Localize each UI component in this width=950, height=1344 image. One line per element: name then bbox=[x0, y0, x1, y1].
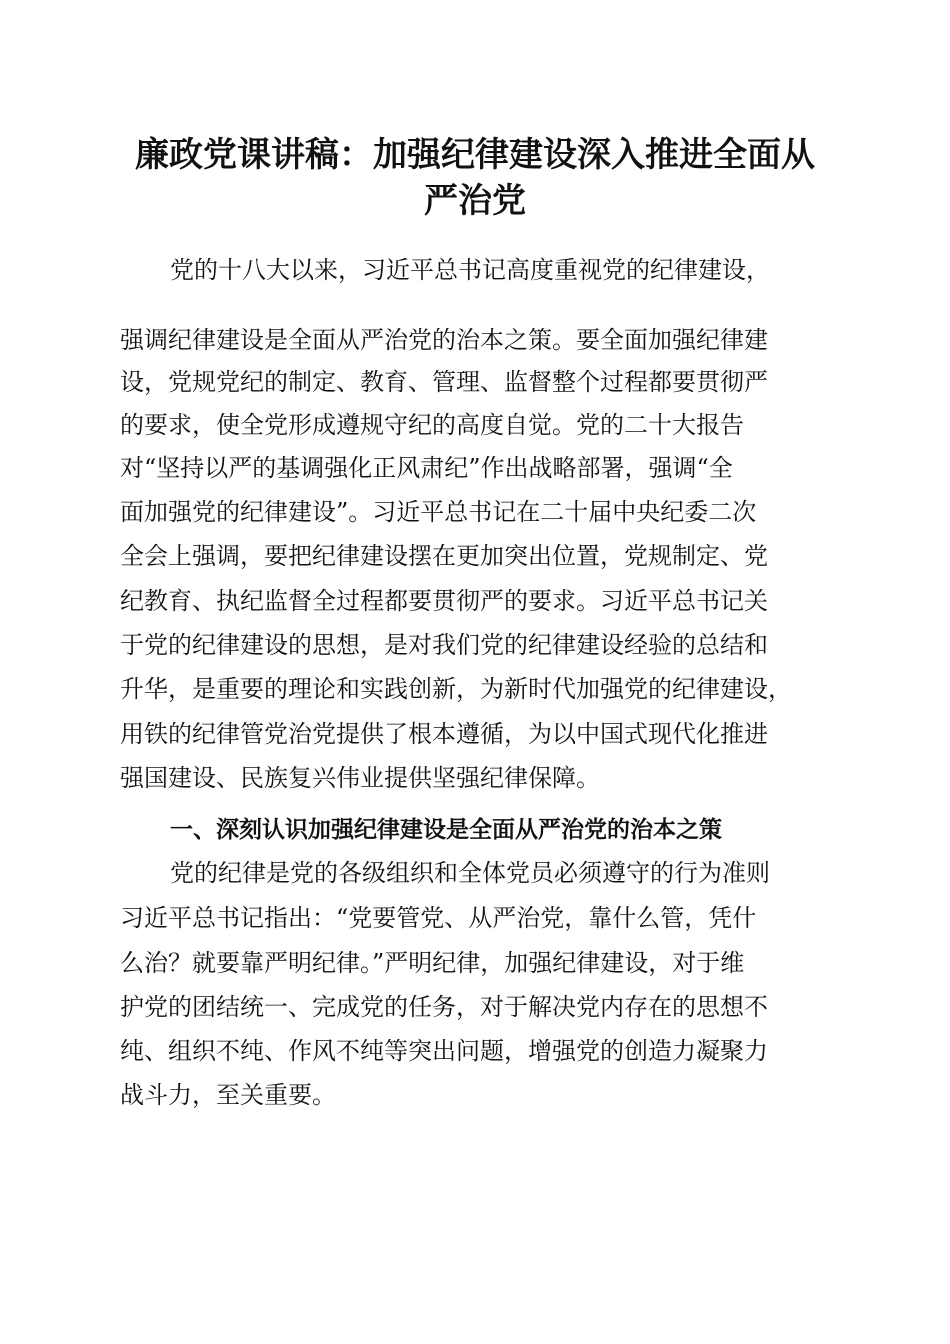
paragraph-1-line: 对“坚持以严的基调强化正风肃纪”作出战略部署，强调“全 bbox=[120, 454, 733, 482]
title-line-2: 严治党 bbox=[424, 181, 526, 221]
paragraph-1-line: 升华，是重要的理论和实践创新，为新时代加强党的纪律建设， bbox=[120, 675, 792, 703]
section-heading: 一、深刻认识加强纪律建设是全面从严治党的治本之策 bbox=[170, 817, 722, 843]
paragraph-2-line: 党的纪律是党的各级组织和全体党员必须遵守的行为准则 bbox=[170, 859, 770, 887]
paragraph-2-line: 习近平总书记指出：“党要管党、从严治党，靠什么管，凭什 bbox=[120, 904, 757, 932]
paragraph-1-line: 强国建设、民族复兴伟业提供坚强纪律保障。 bbox=[120, 764, 600, 792]
paragraph-2-line: 么治？就要靠严明纪律。”严明纪律，加强纪律建设，对于维 bbox=[120, 949, 745, 977]
paragraph-1-line: 设，党规党纪的制定、教育、管理、监督整个过程都要贯彻严 bbox=[120, 368, 768, 396]
paragraph-2-line: 战斗力，至关重要。 bbox=[120, 1081, 336, 1109]
paragraph-1-line: 党的十八大以来，习近平总书记高度重视党的纪律建设， bbox=[170, 256, 770, 284]
paragraph-1-line: 面加强党的纪律建设”。习近平总书记在二十届中央纪委二次 bbox=[120, 498, 757, 526]
paragraph-1-line: 全会上强调，要把纪律建设摆在更加突出位置，党规制定、党 bbox=[120, 542, 768, 570]
paragraph-2-line: 纯、组织不纯、作风不纯等突出问题，增强党的创造力凝聚力 bbox=[120, 1037, 768, 1065]
paragraph-1-line: 强调纪律建设是全面从严治党的治本之策。要全面加强纪律建 bbox=[120, 326, 768, 354]
paragraph-1-line: 纪教育、执纪监督全过程都要贯彻严的要求。习近平总书记关 bbox=[120, 587, 768, 615]
title-line-1: 廉政党课讲稿：加强纪律建设深入推进全面从 bbox=[135, 135, 815, 175]
document-title bbox=[110, 132, 840, 224]
paragraph-2-line: 护党的团结统一、完成党的任务，对于解决党内存在的思想不 bbox=[120, 993, 768, 1021]
paragraph-1-line: 用铁的纪律管党治党提供了根本遵循，为以中国式现代化推进 bbox=[120, 720, 768, 748]
paragraph-1-line: 的要求，使全党形成遵规守纪的高度自觉。党的二十大报告 bbox=[120, 411, 744, 439]
paragraph-1-line: 于党的纪律建设的思想，是对我们党的纪律建设经验的总结和 bbox=[120, 631, 768, 659]
